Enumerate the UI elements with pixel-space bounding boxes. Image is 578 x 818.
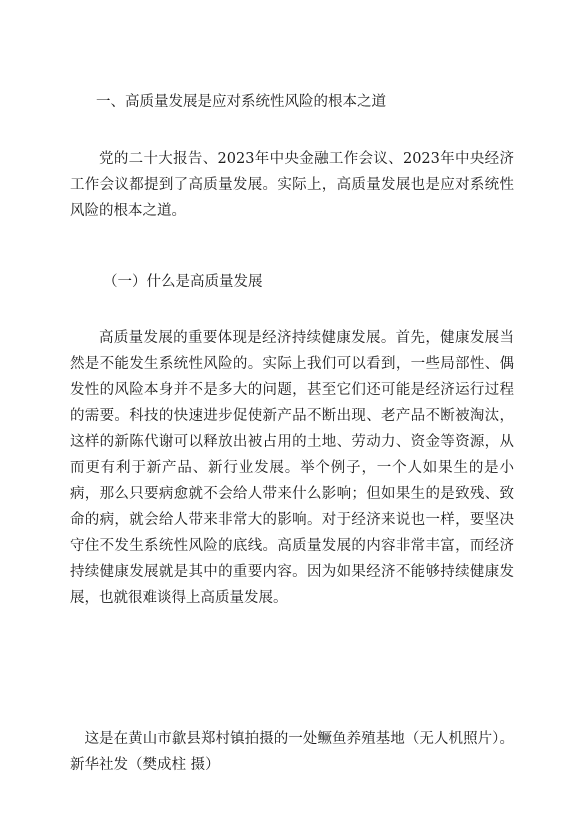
section-heading: 一、高质量发展是应对系统性风险的根本之道	[96, 94, 386, 110]
subsection-heading: （一）什么是高质量发展	[103, 274, 263, 290]
photo-caption: 这是在黄山市歙县郑村镇拍摄的一处鳜鱼养殖基地（无人机照片）。新华社发（樊成柱 摄）	[70, 731, 514, 773]
body-paragraph: 高质量发展的重要体现是经济持续健康发展。首先，健康发展当然是不能发生系统性风险的。实际上我们可以看到，一些局部性、偶发性的风险本身并不是多大的问题，甚至它们还可能是经济运行过程的需要。科技的快速进步促使新产品不断出现、老产品不断被淘汰，这样的新陈代谢可以释放出被占用的土地、劳动力、资金等资源，从而更有利于新产品、新行业发展。举个例子，一个人如果生的是小病，那么只要病愈就不会给人带来什么影响；但如果生的是致残、致命的病，就会给人带来非常大的影响。对于经济来说也一样，要坚决守住不发生系统性风险的底线。高质量发展的内容非常丰富，而经济持续健康发展就是其中的重要内容。因为如果经济不能够持续健康发展，也就很难谈得上高质量发展。	[70, 330, 514, 606]
intro-paragraph: 党的二十大报告、2023年中央金融工作会议、2023年中央经济工作会议都提到了高质量发展。实际上，高质量发展也是应对系统性风险的根本之道。	[70, 151, 514, 219]
